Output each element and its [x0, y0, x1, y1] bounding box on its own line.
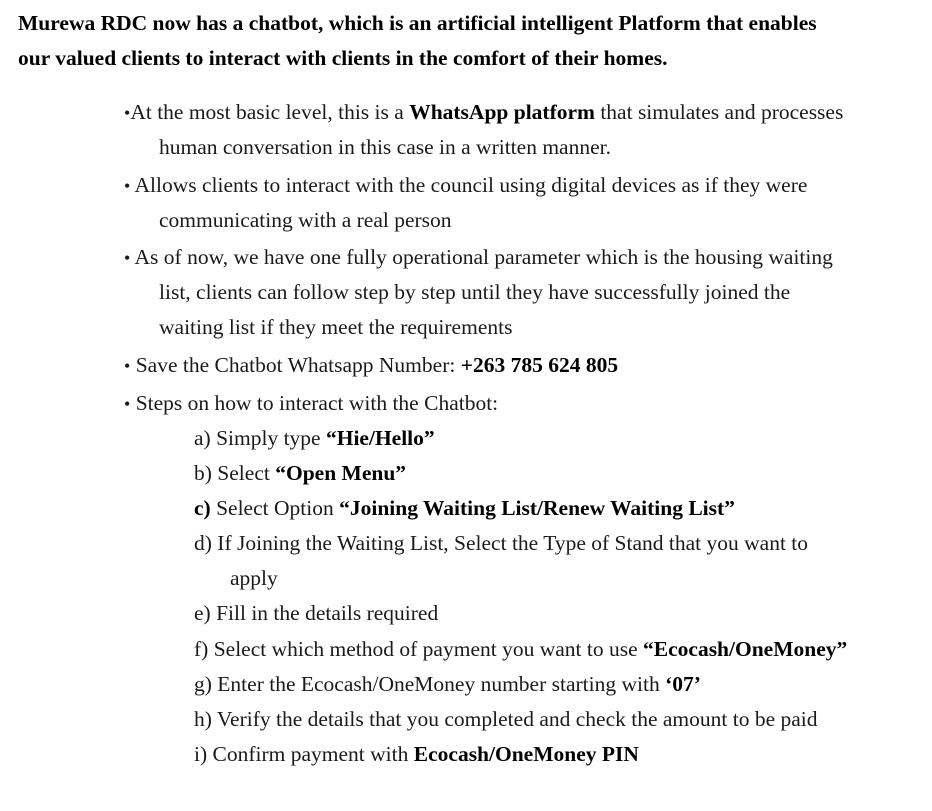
bullet-continuation: list, clients can follow step by step until they have successfully joined the	[159, 280, 791, 304]
bullet-dot: •	[124, 103, 131, 123]
step-bold-text: “Joining Waiting List/Renew Waiting List”	[339, 496, 735, 520]
step-bold-text: Ecocash/OneMoney PIN	[413, 742, 639, 766]
step-item-b	[194, 456, 406, 491]
bullet-item-steps-heading	[124, 386, 498, 422]
bullet-text: Allows clients to interact with the council using digital devices as if they were	[134, 173, 808, 197]
step-item-e	[194, 596, 438, 631]
step-item-i	[194, 737, 639, 772]
step-text: Select which method of payment you want to use	[208, 637, 644, 661]
intro-line-2: our valued clients to interact with clients in the comfort of their homes.	[18, 46, 668, 70]
bullet-item-whatsapp	[124, 95, 843, 131]
step-text: Select Option	[210, 496, 340, 520]
step-label: f)	[194, 637, 209, 661]
step-label: h)	[194, 707, 212, 731]
bullet-item-housing-waiting-list	[124, 240, 833, 276]
step-item-g	[194, 667, 701, 702]
bullet-text: Steps on how to interact with the Chatbot:	[135, 391, 499, 415]
step-label: e)	[194, 601, 211, 625]
step-label: b)	[194, 461, 212, 485]
bullet-text: Save the Chatbot Whatsapp Number:	[135, 353, 461, 377]
bullet-text: As of now, we have one fully operational parameter which is the housing waiting	[134, 245, 833, 269]
step-label: c)	[194, 496, 211, 520]
step-continuation: apply	[230, 566, 278, 590]
bullet-dot: •	[124, 248, 131, 268]
step-label: a)	[194, 426, 211, 450]
bullet-item-chatbot-number	[124, 348, 618, 384]
bullet-dot: •	[124, 394, 131, 414]
step-label: d)	[194, 531, 212, 555]
step-item-f	[194, 632, 847, 667]
step-item-h	[194, 702, 818, 737]
bullet-text: that simulates and processes	[594, 100, 844, 124]
step-bold-text: “Open Menu”	[275, 461, 407, 485]
step-label: i)	[194, 742, 208, 766]
step-text: Select	[211, 461, 276, 485]
bullet-continuation: communicating with a real person	[159, 208, 452, 232]
step-item-d	[194, 526, 808, 561]
step-text: Enter the Ecocash/OneMoney number starting with	[211, 672, 666, 696]
bullet-dot: •	[124, 356, 131, 376]
bullet-dot: •	[124, 176, 131, 196]
step-item-c	[194, 491, 735, 526]
step-bold-text: ‘07’	[665, 672, 701, 696]
bullet-continuation: waiting list if they meet the requirements	[159, 315, 513, 339]
step-text: Verify the details that you completed and check the amount to be paid	[211, 707, 818, 731]
step-item-a	[194, 421, 435, 456]
bullet-item-digital-devices	[124, 168, 807, 204]
intro-line-1: Murewa RDC now has a chatbot, which is an artificial intelligent Platform that enables	[18, 11, 817, 35]
step-text: If Joining the Waiting List, Select the Type of Stand that you want to	[211, 531, 809, 555]
bullet-text: At the most basic level, this is a	[130, 100, 410, 124]
step-text: Fill in the details required	[210, 601, 439, 625]
chatbot-phone-number: +263 785 624 805	[460, 353, 619, 377]
step-bold-text: “Ecocash/OneMoney”	[643, 637, 848, 661]
step-text: Confirm payment with	[207, 742, 414, 766]
intro-paragraph	[18, 6, 923, 76]
step-text: Simply type	[210, 426, 326, 450]
bullet-bold-text: WhatsApp platform	[409, 100, 595, 124]
bullet-continuation: human conversation in this case in a written manner.	[159, 135, 611, 159]
step-label: g)	[194, 672, 212, 696]
step-bold-text: “Hie/Hello”	[325, 426, 435, 450]
